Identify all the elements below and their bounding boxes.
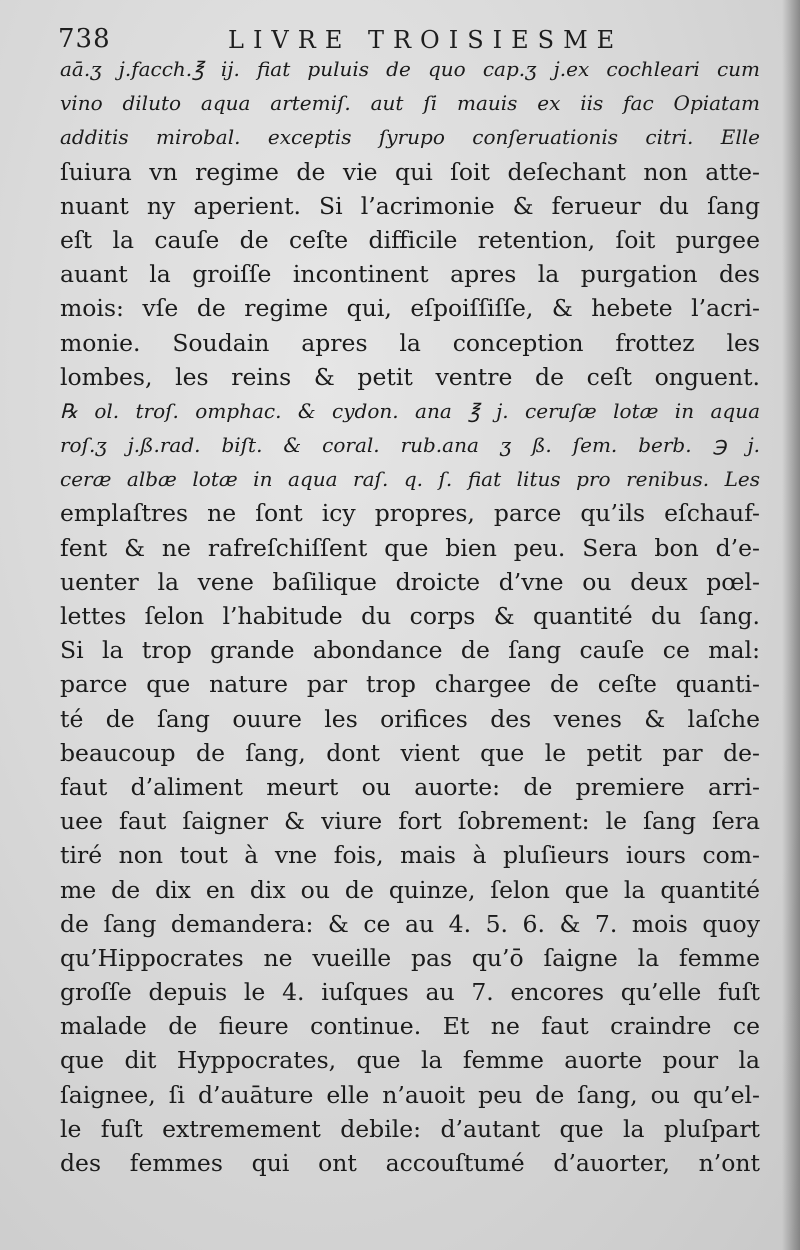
text-line: lettes ſelon l’habitude du corps & quantité du ſang. [60, 602, 760, 630]
text-line: ſuiura vn regime de vie qui ſoit deſechant non atte- [60, 157, 760, 186]
page-header [58, 22, 758, 56]
text-line: vino diluto aqua artemiſ. aut ſi mauis ex iis fac Opiatam [60, 91, 760, 116]
text-line: aā.ʒ j.facch.℥ ij. fiat puluis de quo cap.ʒ j.ex cochleari cum [60, 57, 760, 81]
text-line: mois: vſe de regime qui, eſpoiſſiſſe, & hebete l’acri- [60, 294, 760, 323]
page-edge-shadow [782, 0, 800, 1250]
text-line: Si la trop grande abondance de ſang cauſe ce mal: [60, 636, 760, 665]
text-line: ceræ albæ lotæ in aqua raſ. q. ſ. fiat litus pro renibus. Les [60, 467, 760, 492]
text-line: des femmes qui ont accouſtumé d’auorter, n’ont [60, 1149, 760, 1177]
text-line: tiré non tout à vne fois, mais à pluſieurs iours com- [60, 841, 760, 870]
text-line: emplaſtres ne ſont icy propres, parce qu’ils eſchauf- [60, 499, 760, 528]
text-line: uee faut ſaigner & viure fort ſobrement: le ſang ſera [60, 807, 760, 836]
text-line: roſ.ʒ j.ß.rad. biſt. & coral. rub.ana ʒ ß. ſem. berb. ℈ j. [60, 433, 760, 458]
text-line: nuant ny aperient. Si l’acrimonie & ferueur du ſang [60, 191, 760, 220]
text-line: monie. Soudain apres la conception frottez les [60, 328, 760, 357]
text-line: le fuſt extremement debile: d’autant que la pluſpart [60, 1114, 760, 1143]
text-line: uenter la vene baſilique droicte d’vne ou deux pœl- [60, 567, 760, 596]
text-line: que dit Hyppocrates, que la femme auorte pour la [60, 1046, 760, 1075]
text-line: beaucoup de ſang, dont vient que le petit par de- [60, 738, 760, 767]
text-body [60, 52, 760, 1180]
text-line: groſſe depuis le 4. iuſques au 7. encores qu’elle fuſt [60, 978, 760, 1007]
text-line: lombes, les reins & petit ventre de ceſt onguent. [60, 362, 760, 391]
running-head: LIVRE TROISIESME [228, 26, 624, 54]
text-line: parce que nature par trop chargee de ceſte quanti- [60, 670, 760, 699]
text-line: qu’Hippocrates ne vueille pas qu’ō ſaigne la femme [60, 943, 760, 972]
text-line: faut d’aliment meurt ou auorte: de premiere arri- [60, 772, 760, 801]
text-line: ſaignee, ſi d’auāture elle n’auoit peu de ſang, ou qu’el- [60, 1080, 760, 1109]
text-line: fent & ne rafreſchiſſent que bien peu. Sera bon d’e- [60, 533, 760, 562]
text-line: eſt la cauſe de ceſte difficile retention, ſoit purgee [60, 225, 760, 254]
text-line: ℞ ol. troſ. omphac. & cydon. ana ℥ j. ceruſæ lotæ in aqua [60, 398, 760, 423]
text-line: de ſang demandera: & ce au 4. 5. 6. & 7. mois quoy [60, 909, 760, 938]
text-line: me de dix en dix ou de quinze, ſelon que la quantité [60, 875, 760, 904]
text-line: auant la groiſſe incontinent apres la purgation des [60, 260, 760, 289]
text-line: té de ſang ouure les orifices des venes & laſche [60, 704, 760, 733]
text-line: malade de fieure continue. Et ne faut craindre ce [60, 1012, 760, 1041]
page-number: 738 [58, 24, 111, 54]
text-line: additis mirobal. exceptis ſyrupo conſeruationis citri. Elle [60, 125, 760, 150]
